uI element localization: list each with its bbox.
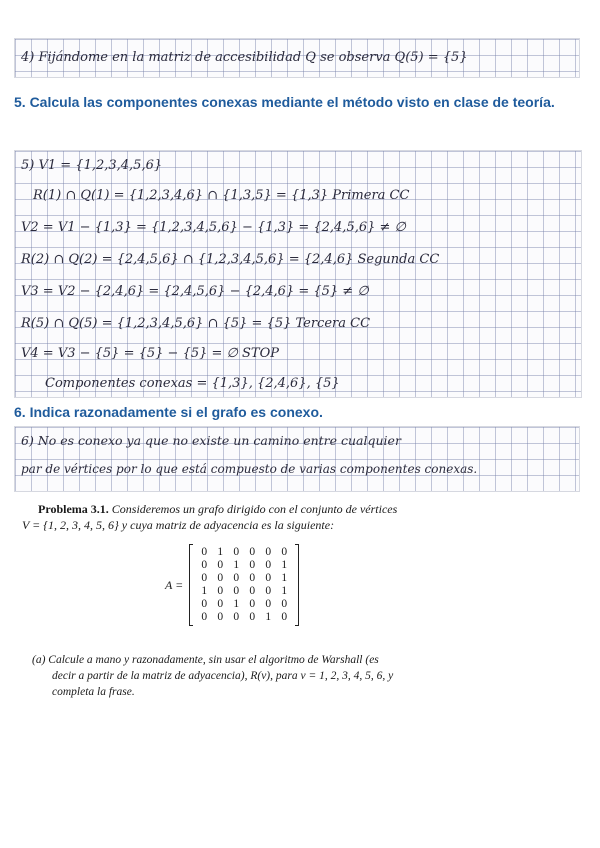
matrix-cell: 0 xyxy=(265,559,272,571)
matrix-cell: 0 xyxy=(265,572,272,584)
q5-line-4: R(2) ∩ Q(2) = {2,4,5,6} ∩ {1,2,3,4,5,6} = {2,4,6} Segunda CC xyxy=(21,252,440,267)
q5-line-2: R(1) ∩ Q(1) = {1,2,3,4,6} ∩ {1,3,5} = {1,3} Primera CC xyxy=(33,188,410,203)
adjacency-matrix-block xyxy=(165,545,299,625)
matrix-cell: 0 xyxy=(201,611,208,623)
matrix-row xyxy=(196,546,292,559)
matrix-cell: 0 xyxy=(201,559,208,571)
matrix-cell: 1 xyxy=(281,572,288,584)
matrix-cell: 0 xyxy=(217,572,224,584)
matrix-cell: 0 xyxy=(233,546,240,558)
matrix-cell: 0 xyxy=(265,585,272,597)
part-a-line-1: (a) Calcule a mano y razonadamente, sin usar el algoritmo de Warshall (es xyxy=(32,654,379,666)
matrix-row xyxy=(196,585,292,598)
matrix-row xyxy=(196,559,292,572)
part-a-line-3: completa la frase. xyxy=(52,686,135,698)
matrix-cell: 0 xyxy=(249,546,256,558)
matrix-row xyxy=(196,572,292,585)
q5-answer-sheet xyxy=(14,150,582,398)
q5-line-6: R(5) ∩ Q(5) = {1,2,3,4,5,6} ∩ {5} = {5} Tercera CC xyxy=(21,316,371,331)
matrix-cell: 0 xyxy=(233,572,240,584)
matrix-cell: 0 xyxy=(217,585,224,597)
matrix-cell: 0 xyxy=(281,598,288,610)
q4-answer-sheet xyxy=(14,38,580,78)
part-a-line-2: decir a partir de la matriz de adyacencia), R(v), para v = 1, 2, 3, 4, 5, 6, y xyxy=(52,670,394,682)
matrix-cell: 1 xyxy=(233,598,240,610)
matrix-cell: 0 xyxy=(249,585,256,597)
matrix-cell: 1 xyxy=(201,585,208,597)
problem-line-1 xyxy=(38,502,397,517)
q4-answer-line: 4) Fijándome en la matriz de accesibilidad Q se observa Q(5) = {5} xyxy=(21,50,468,65)
adjacency-matrix xyxy=(189,545,299,625)
matrix-cell: 1 xyxy=(281,585,288,597)
matrix-cell: 0 xyxy=(217,598,224,610)
matrix-cell: 0 xyxy=(249,598,256,610)
matrix-cell: 0 xyxy=(201,572,208,584)
matrix-cell: 0 xyxy=(201,546,208,558)
matrix-row xyxy=(196,598,292,611)
q6-line-1: 6) No es conexo ya que no existe un camino entre cualquier xyxy=(21,433,401,448)
q5-line-5: V3 = V2 − {2,4,6} = {2,4,5,6} − {2,4,6} = {5} ≠ ∅ xyxy=(21,284,369,299)
problem-title: Problema 3.1. xyxy=(38,502,109,516)
matrix-cell: 1 xyxy=(281,559,288,571)
matrix-cell: 0 xyxy=(249,572,256,584)
matrix-label: A = xyxy=(165,577,184,592)
matrix-cell: 0 xyxy=(265,546,272,558)
matrix-cell: 0 xyxy=(249,611,256,623)
matrix-row xyxy=(196,611,292,624)
q6-heading: 6. Indica razonadamente si el grafo es conexo. xyxy=(14,404,323,420)
matrix-cell: 0 xyxy=(217,611,224,623)
problem-intro: Consideremos un grafo dirigido con el conjunto de vértices xyxy=(111,502,398,516)
q5-line-1: 5) V1 = {1,2,3,4,5,6} xyxy=(21,158,163,173)
matrix-cell: 0 xyxy=(201,598,208,610)
problem-vertex-set: V = {1, 2, 3, 4, 5, 6} y cuya matriz de adyacencia es la siguiente: xyxy=(22,518,335,532)
matrix-cell: 0 xyxy=(217,559,224,571)
matrix-cell: 1 xyxy=(217,546,224,558)
q5-line-8: Componentes conexas = {1,3}, {2,4,6}, {5} xyxy=(45,376,340,391)
matrix-cell: 0 xyxy=(281,546,288,558)
matrix-cell: 0 xyxy=(233,611,240,623)
q6-answer-sheet xyxy=(14,426,580,492)
q5-heading: 5. Calcula las componentes conexas mediante el método visto en clase de teoría. xyxy=(14,94,555,110)
q5-line-3: V2 = V1 − {1,3} = {1,2,3,4,5,6} − {1,3} = {2,4,5,6} ≠ ∅ xyxy=(21,220,406,235)
matrix-cell: 0 xyxy=(281,611,288,623)
matrix-cell: 0 xyxy=(265,598,272,610)
matrix-cell: 1 xyxy=(265,611,272,623)
matrix-cell: 0 xyxy=(249,559,256,571)
matrix-cell: 1 xyxy=(233,559,240,571)
matrix-cell: 0 xyxy=(233,585,240,597)
q6-line-2: par de vértices por lo que está compuesto de varias componentes conexas. xyxy=(21,462,478,476)
q5-line-7: V4 = V3 − {5} = {5} − {5} = ∅ STOP xyxy=(21,346,279,361)
